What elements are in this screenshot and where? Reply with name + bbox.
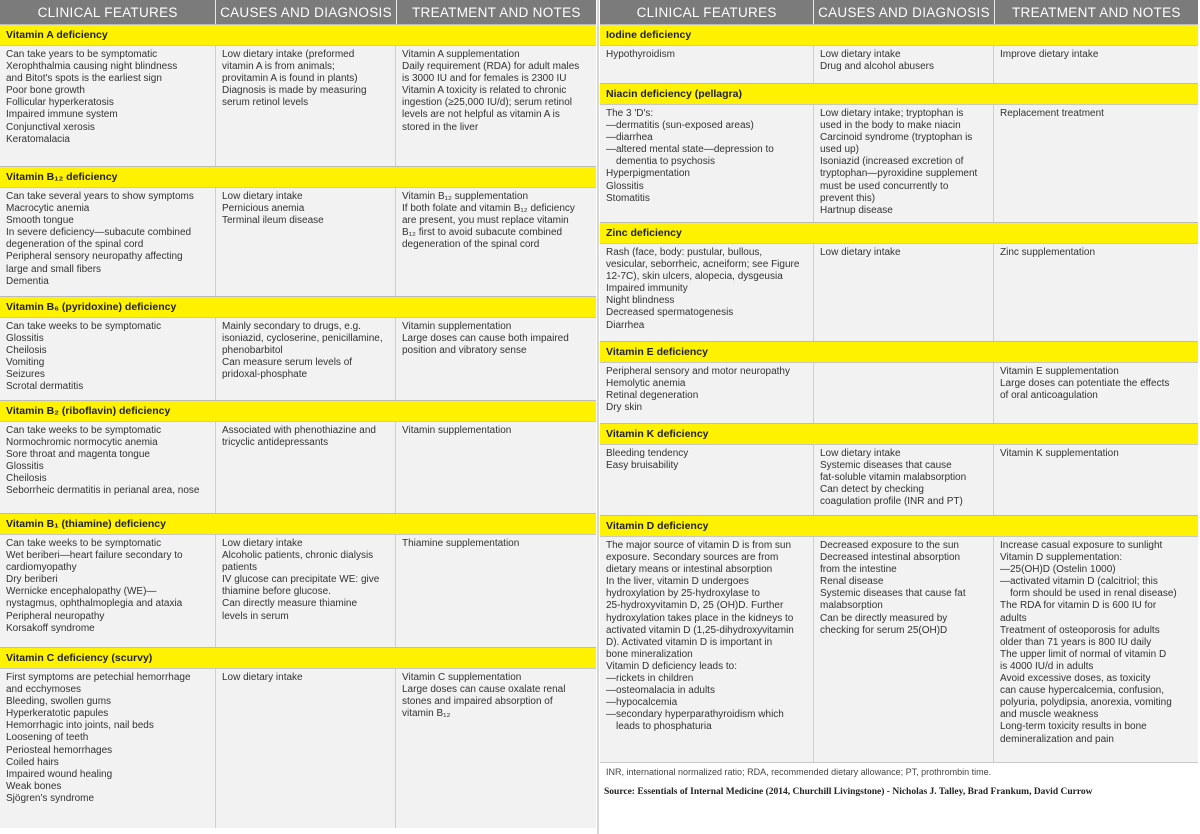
cell-line: Pernicious anemia (222, 203, 305, 215)
header-treatment-notes: TREATMENT AND NOTES (1011, 4, 1181, 20)
cell-line: Peripheral neuropathy (6, 610, 105, 622)
cell-line: serum retinol levels (222, 97, 309, 109)
cell-line: thiamine before glucose. (222, 586, 331, 598)
cell-line: Drug and alcohol abusers (820, 61, 934, 73)
cell-line: Hypothyroidism (606, 49, 675, 60)
cell-line: Low dietary intake (222, 672, 303, 683)
cell-line: stones and impaired absorption of (402, 696, 553, 708)
cell-line: Daily requirement (RDA) for adult males (402, 61, 580, 73)
cell-line: In severe deficiency—subacute combined (6, 227, 192, 239)
treatment-notes-cell (396, 318, 596, 400)
cell-line: Macrocytic anemia (6, 203, 90, 215)
section-title: Vitamin E deficiency (600, 341, 1198, 362)
cell-line: Glossitis (606, 180, 644, 192)
clinical-features-cell (600, 445, 814, 515)
table-row (0, 668, 596, 828)
cell-line: Low dietary intake (222, 191, 303, 202)
cell-line: Mainly secondary to drugs, e.g. (222, 321, 361, 332)
table-row (0, 45, 596, 166)
cell-line: Zinc supplementation (1000, 247, 1096, 258)
cell-line: Low dietary intake (820, 448, 901, 459)
cell-line: Long-term toxicity results in bone (1000, 721, 1147, 733)
cell-line: Vitamin C supplementation (402, 672, 522, 683)
header-clinical-features: CLINICAL FEATURES (0, 0, 216, 24)
cell-line: Vomiting (6, 357, 45, 369)
cell-line: large and small fibers (6, 263, 102, 275)
cell-line: IV glucose can precipitate WE: give (222, 574, 380, 586)
cell-line: Smooth tongue (6, 215, 74, 227)
cell-line: Hyperkeratotic papules (6, 708, 109, 720)
cell-line: The 3 'D's: (606, 108, 654, 119)
cell-line: dementia to psychosis (616, 156, 715, 168)
section-title: Vitamin B₆ (pyridoxine) deficiency (0, 296, 596, 317)
cell-line: Keratomalacia (6, 133, 70, 145)
header-treatment-notes: TREATMENT AND NOTES (411, 4, 581, 20)
cell-line: Systemic diseases that cause (820, 460, 952, 472)
cell-line: 25-hydroxyvitamin D, 25 (OH)D. Further (606, 600, 784, 612)
cell-line: —dermatitis (sun-exposed areas) (606, 120, 754, 132)
cell-line: Large doses can cause both impaired (402, 333, 569, 345)
cell-line: Dementia (6, 275, 49, 287)
column-divider (597, 0, 599, 834)
cell-line: Seborrheic dermatitis in perianal area, nose (6, 485, 200, 497)
header-causes-diagnosis: CAUSES AND DIAGNOSIS (216, 0, 396, 24)
causes-diagnosis-cell (216, 46, 396, 166)
table-row (600, 444, 1198, 515)
cell-line: form should be used in renal disease) (1010, 588, 1177, 600)
cell-line: Associated with phenothiazine and (222, 425, 376, 436)
cell-line: Low dietary intake; tryptophan is (820, 108, 964, 119)
table-row (0, 187, 596, 296)
cell-line: Xerophthalmia causing night blindness (6, 61, 178, 73)
cell-line: —rickets in children (606, 673, 694, 685)
cell-line: Loosening of teeth (6, 732, 89, 744)
table-row (0, 317, 596, 400)
cell-line: Retinal degeneration (606, 390, 699, 402)
section-title: Vitamin C deficiency (scurvy) (0, 647, 596, 668)
cell-line: Impaired immune system (6, 109, 118, 121)
cell-line: Large doses can cause oxalate renal (402, 684, 566, 696)
cell-line: used up) (820, 144, 859, 156)
cell-line: older than 71 years is 800 IU daily (1000, 636, 1152, 648)
table-header (600, 0, 1198, 24)
cell-line: exposure. Secondary sources are from (606, 552, 779, 564)
cell-line: degeneration of the spinal cord (6, 239, 144, 251)
cell-line: Hemorrhagic into joints, nail beds (6, 720, 154, 732)
cell-line: Wernicke encephalopathy (WE)— (6, 586, 157, 598)
cell-line: Periosteal hemorrhages (6, 744, 113, 756)
cell-line: Diagnosis is made by measuring (222, 85, 367, 97)
clinical-features-cell (600, 105, 814, 222)
section-title: Zinc deficiency (600, 222, 1198, 243)
cell-line: Terminal ileum disease (222, 215, 324, 227)
cell-line: Hemolytic anemia (606, 378, 686, 390)
cell-line: checking for serum 25(OH)D (820, 624, 948, 636)
cell-line: degeneration of the spinal cord (402, 239, 540, 251)
right-table (600, 0, 1198, 803)
cell-line: Follicular hyperkeratosis (6, 97, 114, 109)
cell-line: Weak bones (6, 780, 62, 792)
cell-line: Low dietary intake (222, 538, 303, 549)
cell-line: Can be directly measured by (820, 612, 948, 624)
cell-line: First symptoms are petechial hemorrhage (6, 672, 191, 683)
treatment-notes-cell (396, 669, 596, 828)
causes-diagnosis-cell (814, 363, 994, 423)
cell-line: Impaired immunity (606, 283, 688, 295)
cell-line: Increase casual exposure to sunlight (1000, 540, 1163, 551)
causes-diagnosis-cell (216, 422, 396, 513)
cell-line: —hypocalcemia (606, 697, 678, 709)
cell-line: The RDA for vitamin D is 600 IU for (1000, 600, 1157, 612)
cell-line: Alcoholic patients, chronic dialysis (222, 550, 374, 562)
causes-diagnosis-cell (814, 244, 994, 341)
cell-line: ingestion (≥25,000 IU/d); serum retinol (402, 97, 573, 109)
cell-line: vesicular, seborrheic, acneiform; see Figure (606, 259, 800, 271)
treatment-notes-cell (396, 535, 596, 647)
section-title: Vitamin A deficiency (0, 24, 596, 45)
causes-diagnosis-cell (814, 46, 994, 83)
cell-line: The major source of vitamin D is from sun (606, 540, 792, 551)
cell-line: Night blindness (606, 295, 675, 307)
cell-line: Vitamin A supplementation (402, 49, 520, 60)
table-footnote: INR, international normalized ratio; RDA, recommended dietary allowance; PT, prothrombin time. (600, 762, 1198, 781)
causes-diagnosis-cell (216, 188, 396, 296)
cell-line: phenobarbitol (222, 345, 283, 357)
cell-line: vitamin A is from animals; (222, 61, 335, 73)
cell-line: cardiomyopathy (6, 562, 77, 574)
treatment-notes-cell (396, 422, 596, 513)
cell-line: malabsorption (820, 600, 883, 612)
cell-line: Dry beriberi (6, 574, 58, 586)
cell-line: —25(OH)D (Ostelin 1000) (1000, 564, 1116, 576)
table-header (0, 0, 596, 24)
cell-line: Avoid excessive doses, as toxicity (1000, 673, 1151, 685)
cell-line: Can take weeks to be symptomatic (6, 538, 162, 549)
cell-line: Decreased exposure to the sun (820, 540, 959, 551)
cell-line: are present, you must replace vitamin (402, 215, 569, 227)
treatment-notes-cell (994, 537, 1198, 762)
cell-line: coagulation profile (INR and PT) (820, 496, 963, 508)
causes-diagnosis-cell (814, 537, 994, 762)
cell-line: Can measure serum levels of (222, 357, 353, 369)
causes-diagnosis-cell (216, 318, 396, 400)
clinical-features-cell (0, 669, 216, 828)
cell-line: Hartnup disease (820, 204, 893, 216)
cell-line: Scrotal dermatitis (6, 381, 84, 393)
cell-line: Conjunctival xerosis (6, 121, 95, 133)
cell-line: Can take years to be symptomatic (6, 49, 158, 60)
cell-line: Renal disease (820, 576, 884, 588)
section-title: Vitamin K deficiency (600, 423, 1198, 444)
cell-line: Vitamin B₁₂ supplementation (402, 191, 529, 202)
cell-line: —altered mental state—depression to (606, 144, 774, 156)
section-title: Vitamin B₁ (thiamine) deficiency (0, 513, 596, 534)
cell-line: Bleeding tendency (606, 448, 689, 459)
cell-line: Cheilosis (6, 473, 47, 485)
cell-line: B₁₂ first to avoid subacute combined (402, 227, 563, 239)
cell-line: adults (1000, 612, 1027, 624)
cell-line: If both folate and vitamin B₁₂ deficiency (402, 203, 575, 215)
cell-line: of oral anticoagulation (1000, 390, 1098, 402)
cell-line: Stomatitis (606, 192, 650, 204)
cell-line: In the liver, vitamin D undergoes (606, 576, 749, 588)
clinical-features-cell (600, 537, 814, 762)
cell-line: Seizures (6, 369, 45, 381)
treatment-notes-cell (994, 244, 1198, 341)
cell-line: prevent this) (820, 192, 876, 204)
cell-line: Peripheral sensory neuropathy affecting (6, 251, 183, 263)
cell-line: Systemic diseases that cause fat (820, 588, 966, 600)
cell-line: and ecchymoses (6, 684, 82, 696)
cell-line: Sore throat and magenta tongue (6, 449, 150, 461)
cell-line: Vitamin A toxicity is related to chronic (402, 85, 567, 97)
cell-line: Coiled hairs (6, 756, 59, 768)
cell-line: Impaired wound healing (6, 768, 113, 780)
clinical-features-cell (600, 46, 814, 83)
cell-line: must be used concurrently to (820, 180, 949, 192)
cell-line: tricyclic antidepressants (222, 437, 329, 449)
causes-diagnosis-cell (814, 445, 994, 515)
cell-line: stored in the liver (402, 121, 479, 133)
clinical-features-cell (0, 422, 216, 513)
causes-diagnosis-cell (216, 535, 396, 647)
cell-line: Cheilosis (6, 345, 47, 357)
header-causes-diagnosis: CAUSES AND DIAGNOSIS (814, 0, 994, 24)
cell-line: levels in serum (222, 610, 289, 622)
cell-line: Sjögren's syndrome (6, 792, 95, 804)
table-row (0, 421, 596, 513)
cell-line: can cause hypercalcemia, confusion, (1000, 685, 1164, 697)
table-row (600, 104, 1198, 222)
cell-line: Carcinoid syndrome (tryptophan is (820, 132, 973, 144)
cell-line: and Bitot's spots is the earliest sign (6, 73, 162, 85)
cell-line: Decreased intestinal absorption (820, 552, 961, 564)
treatment-notes-cell (994, 46, 1198, 83)
cell-line: Glossitis (6, 461, 44, 473)
cell-line: levels are not helpful as vitamin A is (402, 109, 560, 121)
cell-line: Peripheral sensory and motor neuropathy (606, 366, 790, 377)
cell-line: position and vibratory sense (402, 345, 527, 357)
clinical-features-cell (0, 318, 216, 400)
table-row (600, 362, 1198, 423)
cell-line: Can detect by checking (820, 484, 924, 496)
section-title: Iodine deficiency (600, 24, 1198, 45)
cell-line: Isoniazid (increased excretion of (820, 156, 964, 168)
clinical-features-cell (0, 188, 216, 296)
cell-line: Diarrhea (606, 319, 645, 331)
cell-line: from the intestine (820, 564, 897, 576)
cell-line: Improve dietary intake (1000, 49, 1099, 60)
cell-line: hydroxylation by 25-hydroxylase to (606, 588, 760, 600)
cell-line: Low dietary intake (preformed (222, 49, 355, 60)
section-title: Vitamin B₂ (riboflavin) deficiency (0, 400, 596, 421)
cell-line: D). Activated vitamin D is important in (606, 636, 773, 648)
table-row (0, 534, 596, 647)
cell-line: tryptophan—pyroxidine supplement (820, 168, 978, 180)
cell-line: —diarrhea (606, 132, 653, 144)
right-sections (600, 24, 1198, 762)
clinical-features-cell (0, 46, 216, 166)
cell-line: Low dietary intake (820, 49, 901, 60)
cell-line: —secondary hyperparathyroidism which (606, 709, 784, 721)
cell-line: Wet beriberi—heart failure secondary to (6, 550, 183, 562)
treatment-notes-cell (994, 105, 1198, 222)
cell-line: is 3000 IU and for females is 2300 IU (402, 73, 567, 85)
cell-line: —activated vitamin D (calcitriol; this (1000, 576, 1158, 588)
cell-line: Thiamine supplementation (402, 538, 520, 549)
cell-line: Bleeding, swollen gums (6, 696, 112, 708)
cell-line: Vitamin supplementation (402, 321, 512, 332)
treatment-notes-cell (396, 46, 596, 166)
cell-line: used in the body to make niacin (820, 120, 961, 132)
cell-line: Normochromic normocytic anemia (6, 437, 158, 449)
cell-line: Decreased spermatogenesis (606, 307, 734, 319)
cell-line: Vitamin K supplementation (1000, 448, 1119, 459)
cell-line: Hyperpigmentation (606, 168, 690, 180)
table-row (600, 45, 1198, 83)
causes-diagnosis-cell (814, 105, 994, 222)
cell-line: hydroxylation takes place in the kidneys to (606, 612, 794, 624)
cell-line: patients (222, 562, 258, 574)
cell-line: —osteomalacia in adults (606, 685, 715, 697)
left-table (0, 0, 596, 828)
cell-line: Vitamin supplementation (402, 425, 512, 436)
cell-line: Rash (face, body: pustular, bullous, (606, 247, 763, 258)
cell-line: pridoxal-phosphate (222, 369, 308, 381)
cell-line: polyuria, polydipsia, anorexia, vomiting (1000, 697, 1172, 709)
causes-diagnosis-cell (216, 669, 396, 828)
cell-line: Can take weeks to be symptomatic (6, 425, 162, 436)
cell-line: Can directly measure thiamine (222, 598, 358, 610)
cell-line: nystagmus, ophthalmoplegia and ataxia (6, 598, 183, 610)
treatment-notes-cell (994, 445, 1198, 515)
cell-line: fat-soluble vitamin malabsorption (820, 472, 967, 484)
clinical-features-cell (0, 535, 216, 647)
cell-line: Dry skin (606, 402, 643, 414)
cell-line: Korsakoff syndrome (6, 622, 95, 634)
cell-line: Can take weeks to be symptomatic (6, 321, 162, 332)
cell-line: Vitamin D supplementation: (1000, 552, 1123, 564)
cell-line: Easy bruisability (606, 460, 679, 472)
section-title: Vitamin B₁₂ deficiency (0, 166, 596, 187)
cell-line: provitamin A is found in plants) (222, 73, 358, 85)
cell-line: Vitamin D deficiency leads to: (606, 660, 737, 672)
cell-line: dietary means or intestinal absorption (606, 564, 773, 576)
cell-line: vitamin B₁₂ (402, 708, 451, 720)
table-row (600, 243, 1198, 341)
cell-line: and muscle weakness (1000, 709, 1099, 721)
cell-line: Treatment of osteoporosis for adults (1000, 624, 1160, 636)
cell-line: leads to phosphaturia (616, 721, 712, 733)
treatment-notes-cell (994, 363, 1198, 423)
cell-line: Poor bone growth (6, 85, 85, 97)
treatment-notes-cell (396, 188, 596, 296)
clinical-features-cell (600, 363, 814, 423)
cell-line: Low dietary intake (820, 247, 901, 258)
cell-line: bone mineralization (606, 648, 693, 660)
cell-line: Vitamin E supplementation (1000, 366, 1119, 377)
cell-line: is 4000 IU/d in adults (1000, 660, 1094, 672)
cell-line: Replacement treatment (1000, 108, 1104, 119)
cell-line: Glossitis (6, 333, 44, 345)
section-title: Vitamin D deficiency (600, 515, 1198, 536)
cell-line: The upper limit of normal of vitamin D (1000, 648, 1167, 660)
source-citation: Source: Essentials of Internal Medicine (2014, Churchill Livingstone) - Nicholas J. Talley, Brad Frankum, David Currow (604, 787, 1093, 797)
section-title: Niacin deficiency (pellagra) (600, 83, 1198, 104)
header-clinical-features: CLINICAL FEATURES (600, 0, 814, 24)
cell-line: Large doses can potentiate the effects (1000, 378, 1170, 390)
cell-line: isoniazid, cycloserine, penicillamine, (222, 333, 383, 345)
cell-line: 12-7C), skin ulcers, alopecia, dysgeusia (606, 271, 783, 283)
cell-line: demineralization and pain (1000, 733, 1114, 745)
table-row (600, 536, 1198, 762)
cell-line: activated vitamin D (1,25-dihydroxyvitamin (606, 624, 794, 636)
cell-line: Can take several years to show symptoms (6, 191, 194, 202)
left-sections (0, 24, 596, 828)
clinical-features-cell (600, 244, 814, 341)
